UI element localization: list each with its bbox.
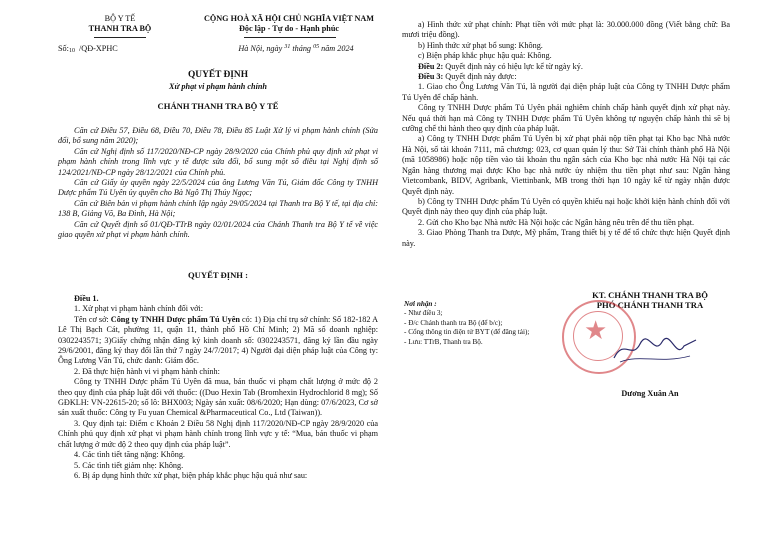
violator-info (58, 315, 378, 367)
sanctions (402, 20, 730, 249)
date-prefix: Hà Nội, ngày (238, 44, 283, 53)
number-value: 10 (68, 48, 75, 54)
recipients-title: Nơi nhận : (404, 300, 437, 308)
legal-provision: 3. Quy định tại: Điểm c Khoản 2 Điều 58 Nghị định 117/2020/NĐ-CP ngày 28/9/2020 của Chính phủ quy định xử phạt vi phạm hành chính trong lĩnh vực y tế: “Mua, bán thuốc vi phạm chất lượng ở mức độ 2 theo quy định của pháp luật”. (58, 418, 378, 449)
agency-name: THANH TRA BỘ (88, 24, 152, 34)
agency-underline (94, 37, 146, 38)
recipient-item: - Lưu: TTrB, Thanh tra Bộ. (404, 337, 483, 346)
additional-penalty: b) Hình thức xử phạt bổ sung: Không. (418, 40, 543, 50)
article-3-item: Công ty TNHH Dược phẩm Tú Uyên phải nghiêm chỉnh chấp hành quyết định xử phạt này. Nếu quá thời hạn mà Công ty TNHH Dược phẩm Tú Uyên không tự nguyện chấp hành thì sẽ bị cưỡng chế thi hành theo quy định của pháp luật. (402, 103, 730, 134)
recipients-block (404, 300, 564, 347)
payment-instructions: a) Công ty TNHH Dược phẩm Tú Uyên bị xử phạt phải nộp tiền phạt tại Kho bạc Nhà nước Hà Nội, số tài khoản 7111, mã chương: 023, cơ quan quản lý thu: Sở Tài chính thành phố Hà Nội (mã 1058986) hoặc nộp tiền vào tài khoản thu ngân sách của Kho bạc nhà nước Hà Nội tại các Ngân hàng thương mại được Kho bạc nhà nước ủy nhiệm thu tiền phạt như sau: Ngân hàng Vietcombank, BIDV, Agribank, Viettinbank, MB trong thời hạn 10 ngày kể từ ngày nhận được Quyết định này. (402, 134, 730, 196)
article-2 (402, 62, 730, 72)
legal-basis-item: Căn cứ Nghị định số 117/2020/NĐ-CP ngày 28/9/2020 của Chính phủ quy định xử phạt vi phạm hành chính trong lĩnh vực y tế được sửa đổi, bổ sung một số điều tại Nghị định số 124/2021/NĐ-CP ngày 28/12/2021 của Chính phủ. (58, 146, 378, 177)
motto: Độc lập - Tự do - Hạnh phúc (238, 24, 340, 34)
country-name: CỘNG HOÀ XÃ HỘI CHỦ NGHĨA VIỆT NAM (203, 14, 375, 23)
decision-subtitle: Xử phạt vi phạm hành chính (169, 82, 267, 91)
recipient-item: - Cổng thông tin điện tử BYT (để đăng tải); (404, 328, 530, 337)
ministry-name: BỘ Y TẾ (104, 14, 136, 23)
sanctions-lead: 6. Bị áp dụng hình thức xử phạt, biện pháp khắc phục hậu quả như sau: (74, 470, 308, 480)
signer-name: Dương Xuân An (621, 389, 679, 398)
aggravating-factors: 4. Các tình tiết tăng nặng: Không. (74, 450, 185, 460)
article-1-item: 1. Xử phạt vi phạm hành chính đối với: (74, 304, 204, 314)
violator-details: có: 1) Địa chỉ trụ sở chính: Số 182-182 A Lê Thị Bạch Cát, phường 11, quận 11, thành phố Hồ Chí Minh; 2) Mã số doanh nghiệp: 0302243571; 3)Giấy chứng nhận đăng ký kinh doanh số: 0302243571, đăng ký lần đầu ngày 29/6/2001, đăng ký thay đổi lần thứ 7 ngày 24/7/2017; 4) Người đại diện pháp luật của Công ty: Ông Lương Văn Tú, chức danh: Giám đốc. (58, 314, 379, 366)
date-month: 05 (313, 44, 320, 50)
complaint-rights: b) Công ty TNHH Dược phẩm Tú Uyên có quyền khiếu nại hoặc khởi kiện hành chính đối với Quyết định này theo quy định của pháp luật. (402, 196, 730, 217)
recipient-item: - Như điều 3; (404, 309, 443, 318)
legal-basis-item: Căn cứ Quyết định số 01/QĐ-TTrB ngày 02/01/2024 của Chánh Thanh tra Bộ Y tế về việc giao quyền xử phạt vi phạm hành chính. (58, 219, 378, 240)
main-penalty: a) Hình thức xử phạt chính: Phạt tiền với mức phạt là: 30.000.000 đồng (Viết bằng chữ: Ba mươi triệu đồng). (402, 20, 730, 40)
motto-underline (244, 37, 336, 38)
legal-bases (58, 126, 378, 240)
article-3-item: 3. Giao Phòng Thanh tra Dược, Mỹ phẩm, Trang thiết bị y tế để tổ chức thực hiện Quyết định này. (402, 228, 730, 248)
article-3-item: 1. Giao cho Ông Lương Văn Tú, là người đại diện pháp luật của Công ty TNHH Dược phẩm Tú Uyên để chấp hành. (402, 82, 730, 102)
recipient-item: - Đ/c Chánh thanh tra Bộ (để b/c); (404, 318, 503, 327)
number-prefix: Số: (58, 44, 69, 53)
national-header (176, 14, 402, 35)
article-3-heading: Điều 3: (418, 72, 444, 82)
violator-lead: Tên cơ sở: (74, 314, 109, 324)
seal-star-icon: ★ (584, 316, 608, 346)
issuing-authority: CHÁNH THANH TRA BỘ Y TẾ (157, 101, 279, 111)
legal-basis-item: Căn cứ Giấy ủy quyền ngày 22/5/2024 của ông Lương Văn Tú, Giám đốc Công ty TNHH Dược phẩm Tú Uyên ủy quyền cho Bà Ngô Thị Thúy Ngọc; (58, 178, 378, 198)
article-2-heading: Điều 2: (418, 61, 444, 71)
decision-title: QUYẾT ĐỊNH (188, 70, 248, 80)
article-1-item: 2. Đã thực hiện hành vi vi phạm hành chính: (74, 366, 220, 376)
article-3-item: 2. Gửi cho Kho bạc Nhà nước Hà Nội hoặc các Ngân hàng nêu trên để thu tiền phạt. (418, 217, 695, 227)
date-month-label: tháng (292, 44, 312, 53)
document-number (58, 44, 182, 55)
legal-basis-item: Căn cứ Biên bản vi phạm hành chính lập ngày 29/05/2024 tại Thanh tra Bộ Y tế, tại địa chỉ: 138 B, Giảng Võ, Ba Đình, Hà Nội; (58, 198, 378, 219)
article-3 (402, 72, 730, 82)
handwritten-signature (610, 330, 700, 368)
date-year: năm 2024 (321, 44, 354, 53)
article-2-text: Quyết định này có hiệu lực kể từ ngày ký. (445, 61, 583, 71)
article-1 (58, 294, 378, 481)
article-1-heading: Điều 1. (74, 294, 99, 303)
date-day: 31 (284, 44, 291, 50)
signature-line-1: KT. CHÁNH THANH TRA BỘ (592, 290, 708, 300)
number-suffix: /QĐ-XPHC (79, 44, 118, 53)
mitigating-factors: 5. Các tình tiết giảm nhẹ: Không. (74, 460, 184, 470)
remedial-measures: c) Biện pháp khắc phục hậu quả: Không. (418, 51, 552, 61)
article-3-text: Quyết định này được: (445, 72, 517, 82)
ministry-header (58, 14, 182, 35)
decide-heading: QUYẾT ĐỊNH : (187, 270, 248, 280)
violation-description: Công ty TNHH Dược phẩm Tú Uyên đã mua, bán thuốc vi phạm chất lượng ở mức độ 2 theo quy định của pháp luật đối với thuốc: ((Duo Hexin Tab (Bromhexin Hydrochlorid 8 mg); Số GĐKLH: VN-22615-20; số lô: BHX003; Ngày sản xuất: 08/6/2020; Hạn dùng: 07/6/2023, Cơ sở sản xuất thuốc: Công ty Fu yuan Chemical &Pharmaceutical Co., Ltd (Taiwan)). (58, 377, 378, 418)
legal-basis-item: Căn cứ Điều 57, Điều 68, Điều 70, Điều 78, Điều 85 Luật Xử lý vi phạm hành chính (Sửa đổi, bổ sung năm 2020); (58, 126, 378, 146)
signature-line-2: PHÓ CHÁNH THANH TRA (596, 300, 704, 311)
issue-date (186, 44, 406, 55)
violator-company: Công ty TNHH Dược phẩm Tú Uyên (110, 314, 240, 324)
